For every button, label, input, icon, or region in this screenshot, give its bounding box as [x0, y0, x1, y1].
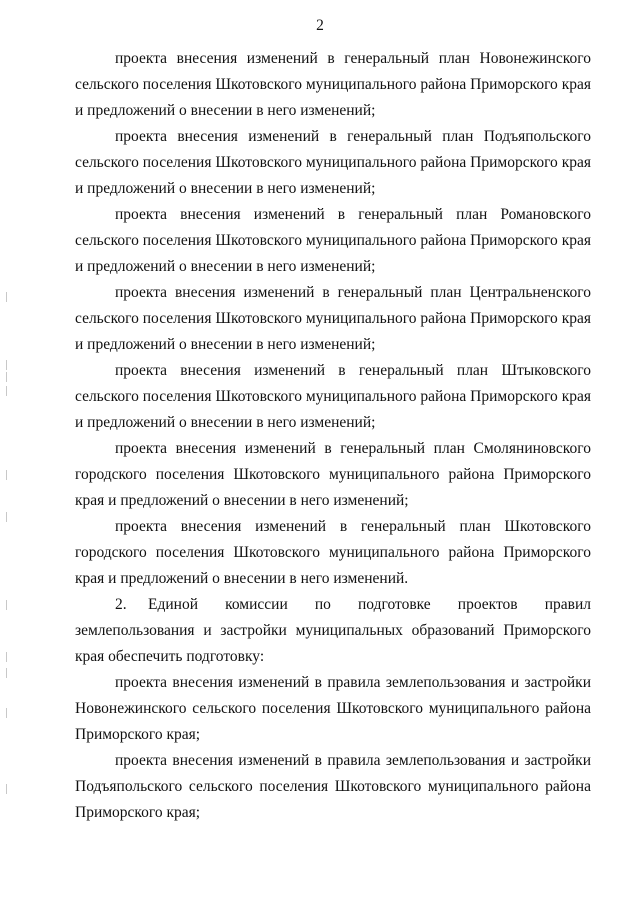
item-number: 2. [115, 596, 127, 613]
paragraph: проекта внесения изменений в генеральный план Шкотовского городского поселения Шкотовского муниципального района Приморского края и предложений о внесении в него изменений. [75, 518, 591, 587]
paragraph: проекта внесения изменений в генеральный план Подъяпольского сельского поселения Шкотовского муниципального района Приморского края и предложений о внесении в него изменений; [75, 128, 591, 197]
paragraph: проекта внесения изменений в генеральный план Центральненского сельского поселения Шкотовского муниципального района Приморского края и предложений о внесении в него изменений; [75, 284, 591, 353]
margin-scan-marks [6, 0, 10, 905]
paragraph: проекта внесения изменений в правила землепользования и застройки Новонежинского сельского поселения Шкотовского муниципального района Приморского края; [75, 674, 591, 743]
paragraph: проекта внесения изменений в правила землепользования и застройки Подъяпольского сельского поселения Шкотовского муниципального района Приморского края; [75, 752, 591, 821]
document-body [75, 46, 591, 826]
numbered-paragraph [75, 592, 591, 670]
paragraph: проекта внесения изменений в генеральный план Штыковского сельского поселения Шкотовского муниципального района Приморского края и предложений о внесении в него изменений; [75, 362, 591, 431]
paragraph: проекта внесения изменений в генеральный план Романовского сельского поселения Шкотовского муниципального района Приморского края и предложений о внесении в него изменений; [75, 206, 591, 275]
page-number: 2 [316, 17, 324, 34]
item-text: Единой комиссии по подготовке проектов правил землепользования и застройки муниципальных образований Приморского края обеспечить подготовку: [75, 596, 591, 665]
paragraph: проекта внесения изменений в генеральный план Смоляниновского городского поселения Шкотовского муниципального района Приморского края и предложений о внесении в него изменений; [75, 440, 591, 509]
paragraph: проекта внесения изменений в генеральный план Новонежинского сельского поселения Шкотовского муниципального района Приморского края и предложений о внесении в него изменений; [75, 50, 591, 119]
